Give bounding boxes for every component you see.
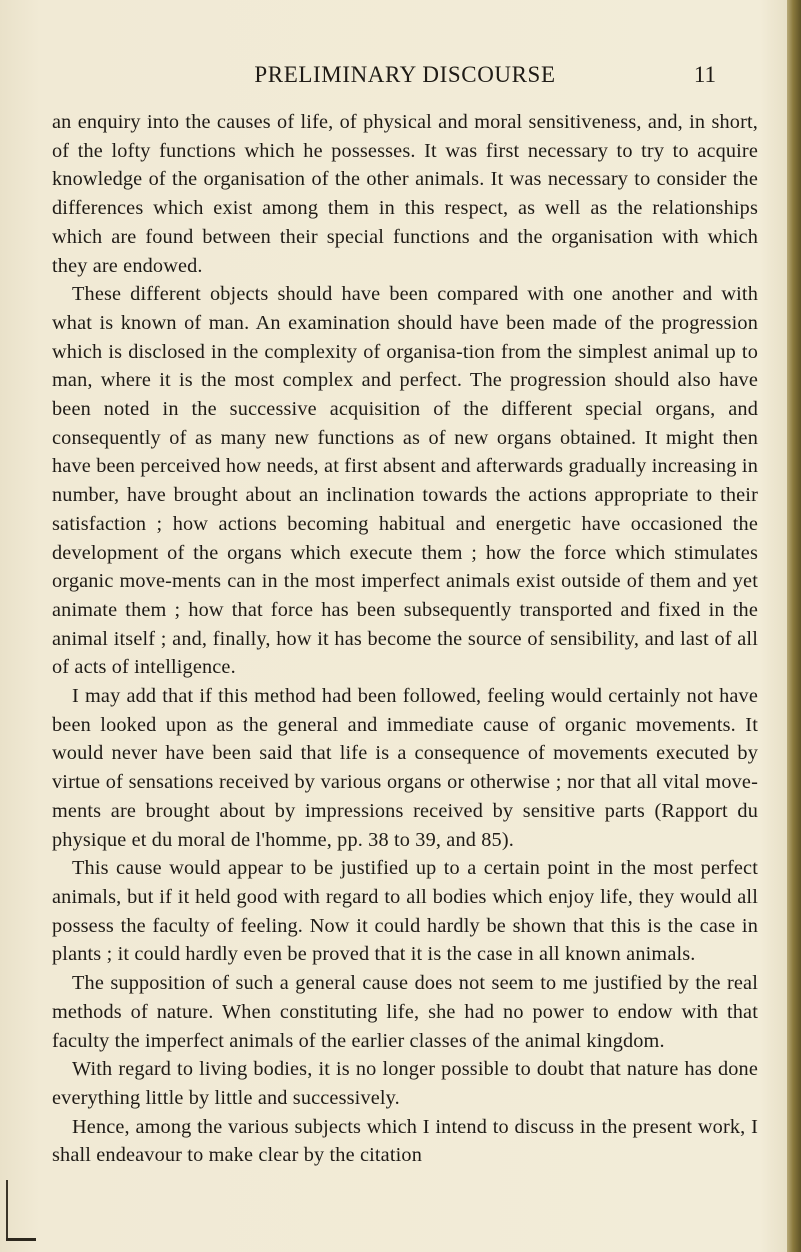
corner-mark	[6, 1238, 36, 1241]
paragraph-7: Hence, among the various subjects which I intend to discuss in the present work, I shall endeavour to make clear by the citation	[52, 1115, 758, 1167]
paragraph-1: an enquiry into the causes of life, of physical and moral sensitiveness, and, in short, of the lofty functions which he possesses. It was first necessary to try to acquire knowledge of the organisation of the other animals. It was necessary to consider the differences which exist among them in this respect, as well as the relationships which are found between their special functions and the organisation with which they are endowed.	[52, 111, 758, 277]
paragraph-5: The supposition of such a general cause does not seem to me justified by the real methods of nature. When constituting life, she had no power to endow with that faculty the imperfect animals of the earlier classes of the animal kingdom.	[52, 972, 758, 1052]
running-head	[52, 62, 758, 92]
running-title: PRELIMINARY DISCOURSE	[254, 62, 556, 87]
margin-mark	[6, 1180, 8, 1240]
page-number: 11	[693, 62, 716, 87]
paragraph-2: These different objects should have been compared with one another and with what is known of man. An examination should have been made of the progression which is disclosed in the complexity of organisa-tion from the simplest animal up to man, where it is the most complex and perfect. The progression should also have been noted in the successive acquisition of the different special organs, and consequently of as many new functions as of new organs obtained. It might then have been perceived how needs, at first absent and afterwards gradually increasing in number, have brought about an inclination towards the actions appropriate to their satisfaction ; how actions becoming habitual and energetic have occasioned the development of the organs which execute them ; how the force which stimulates organic move-ments can in the most imperfect animals exist outside of them and yet animate them ; how that force has been subsequently transported and fixed in the animal itself ; and, finally, how it has become the source of sensibility, and last of all of acts of intelligence.	[52, 283, 758, 679]
body-text	[52, 108, 758, 1170]
paragraph-4: This cause would appear to be justified up to a certain point in the most perfect animals, but if it held good with regard to all bodies which enjoy life, they would all possess the faculty of feeling. Now it could hardly be shown that this is the case in plants ; it could hardly even be proved that it is the case in all known animals.	[52, 857, 758, 966]
paragraph-3: I may add that if this method had been followed, feeling would certainly not have been looked upon as the general and immediate cause of organic movements. It would never have been said that life is a consequence of movements executed by virtue of sensations received by various organs or otherwise ; nor that all vital move-ments are brought about by impressions received by sensitive parts (Rapport du physique et du moral de l'homme, pp. 38 to 39, and 85).	[52, 685, 758, 851]
paragraph-6: With regard to living bodies, it is no longer possible to doubt that nature has done everything little by little and successively.	[52, 1058, 758, 1109]
page-edge-shadow	[787, 0, 801, 1252]
